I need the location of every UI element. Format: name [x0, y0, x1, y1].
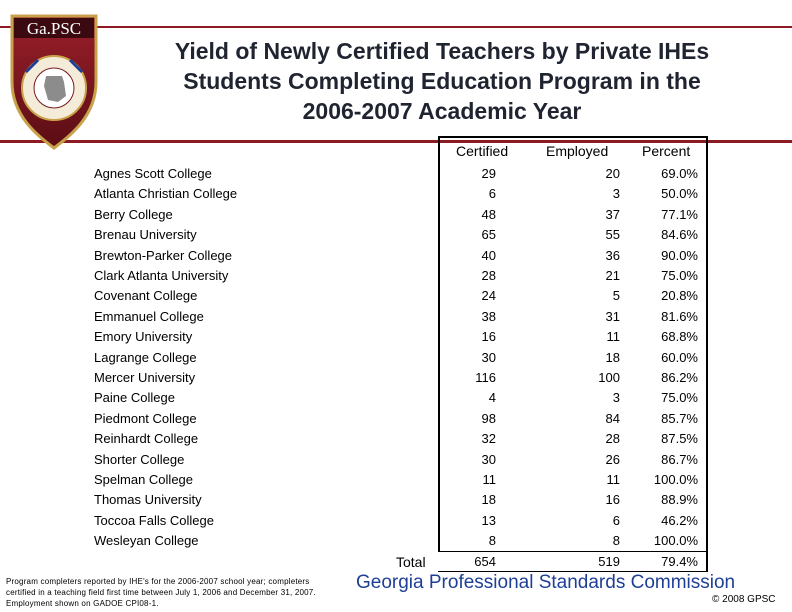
college-name: Piedmont College [94, 410, 197, 426]
total-percent: 79.4% [661, 554, 698, 569]
percent-value: 88.9% [661, 492, 698, 508]
employed-count: 21 [605, 268, 620, 283]
header-percent: Percent [642, 143, 691, 159]
employed-count: 84 [605, 410, 620, 426]
certified-count: 29 [481, 166, 496, 181]
employed-count: 3 [612, 186, 620, 202]
footnote-line-3: Employment shown on GADOE CPI08-1. [6, 599, 159, 608]
table-row [0, 227, 792, 247]
percent-value: 75.0% [661, 390, 698, 406]
gapsc-logo [8, 12, 100, 152]
total-certified: 654 [474, 554, 496, 569]
college-name: Clark Atlanta University [94, 268, 229, 283]
employed-count: 55 [605, 227, 620, 243]
svg-text:Ga.PSC: Ga.PSC [26, 19, 82, 38]
table-row [0, 472, 792, 492]
percent-value: 20.8% [661, 288, 698, 304]
percent-value: 84.6% [661, 227, 698, 243]
employed-count: 31 [605, 308, 620, 324]
percent-value: 85.7% [661, 410, 698, 426]
certified-count: 16 [481, 329, 496, 345]
college-name: Emory University [94, 329, 193, 345]
college-name: Spelman College [94, 472, 194, 487]
percent-value: 100.0% [653, 472, 698, 487]
table-row [0, 513, 792, 533]
college-name: Brenau University [94, 227, 197, 243]
employed-count: 100 [598, 370, 620, 385]
employed-count: 3 [612, 390, 620, 406]
employed-count: 20 [605, 166, 620, 181]
certified-count: 48 [481, 206, 496, 222]
percent-value: 86.7% [661, 451, 698, 467]
table-row [0, 309, 792, 329]
table-row [0, 288, 792, 308]
table-row [0, 431, 792, 451]
percent-value: 77.1% [661, 206, 698, 222]
certified-count: 6 [488, 186, 496, 202]
college-name: Reinhardt College [94, 431, 199, 447]
percent-value: 100.0% [653, 533, 698, 549]
header-top-rule [0, 26, 792, 28]
percent-value: 87.5% [661, 431, 698, 447]
college-name: Wesleyan College [94, 533, 199, 549]
employed-count: 26 [605, 451, 620, 467]
employed-count: 5 [612, 288, 620, 304]
employed-count: 11 [606, 472, 620, 487]
copyright: © 2008 GPSC [712, 594, 776, 605]
table-top-border [438, 136, 708, 138]
employed-count: 16 [605, 492, 620, 508]
total-label: Total [396, 554, 426, 570]
college-name: Paine College [94, 390, 175, 406]
table-row [0, 166, 792, 186]
percent-value: 50.0% [661, 186, 698, 202]
table-row [0, 370, 792, 390]
table-row [0, 248, 792, 268]
college-name: Agnes Scott College [94, 166, 212, 181]
table-row [0, 492, 792, 512]
college-name: Brewton-Parker College [94, 247, 233, 263]
table-row [0, 390, 792, 410]
table-row [0, 186, 792, 206]
certified-count: 24 [481, 288, 496, 304]
employed-count: 28 [605, 431, 620, 447]
employed-count: 36 [605, 247, 620, 263]
certified-count: 32 [481, 431, 496, 447]
certified-count: 98 [481, 410, 496, 426]
percent-value: 60.0% [661, 349, 698, 365]
college-name: Shorter College [94, 451, 185, 467]
table-row [0, 350, 792, 370]
employed-count: 8 [612, 533, 620, 549]
page-title [112, 36, 772, 126]
certified-count: 13 [481, 512, 496, 528]
header-certified: Certified [456, 143, 509, 159]
table-row [0, 411, 792, 431]
percent-value: 81.6% [661, 308, 698, 324]
percent-value: 68.8% [661, 329, 698, 345]
certified-count: 18 [481, 492, 496, 508]
certified-count: 65 [481, 227, 496, 243]
employed-count: 6 [612, 512, 620, 528]
employed-count: 11 [606, 329, 620, 345]
employed-count: 18 [605, 349, 620, 365]
college-name: Thomas University [94, 492, 202, 508]
college-name: Mercer University [94, 370, 196, 385]
percent-value: 75.0% [661, 268, 698, 283]
certified-count: 40 [481, 247, 496, 263]
certified-count: 116 [475, 370, 496, 385]
certified-count: 28 [481, 268, 496, 283]
college-name: Atlanta Christian College [94, 186, 238, 202]
certified-count: 38 [481, 308, 496, 324]
table-row [0, 329, 792, 349]
table-row [0, 207, 792, 227]
table-row [0, 452, 792, 472]
percent-value: 90.0% [661, 247, 698, 263]
footnote-line-2: certified in a teaching field first time between July 1, 2006 and December 31, 2007. [6, 588, 316, 597]
certified-count: 8 [488, 533, 496, 549]
certified-count: 30 [481, 451, 496, 467]
employed-count: 37 [605, 206, 620, 222]
footnote-line-1: Program completers reported by IHE's for the 2006-2007 school year; completers [6, 577, 310, 586]
percent-value: 86.2% [661, 370, 698, 385]
certified-count: 30 [481, 349, 496, 365]
title-line-2: Students Completing Education Program in the [183, 68, 701, 94]
table-row [0, 268, 792, 288]
title-line-3: 2006-2007 Academic Year [302, 98, 582, 124]
total-employed: 519 [598, 554, 620, 569]
certified-count: 4 [488, 390, 496, 406]
header-employed: Employed [546, 143, 609, 159]
title-line-1: Yield of Newly Certified Teachers by Private IHEs [174, 38, 710, 64]
certified-count: 11 [482, 472, 496, 487]
college-name: Emmanuel College [94, 308, 204, 324]
college-name: Berry College [94, 206, 173, 222]
percent-value: 69.0% [661, 166, 698, 181]
commission-name: Georgia Professional Standards Commission [356, 572, 736, 593]
percent-value: 46.2% [661, 512, 698, 528]
college-name: Covenant College [94, 288, 198, 304]
college-name: Toccoa Falls College [94, 512, 214, 528]
college-name: Lagrange College [94, 349, 197, 365]
table-row [0, 533, 792, 553]
footnote [6, 576, 346, 609]
